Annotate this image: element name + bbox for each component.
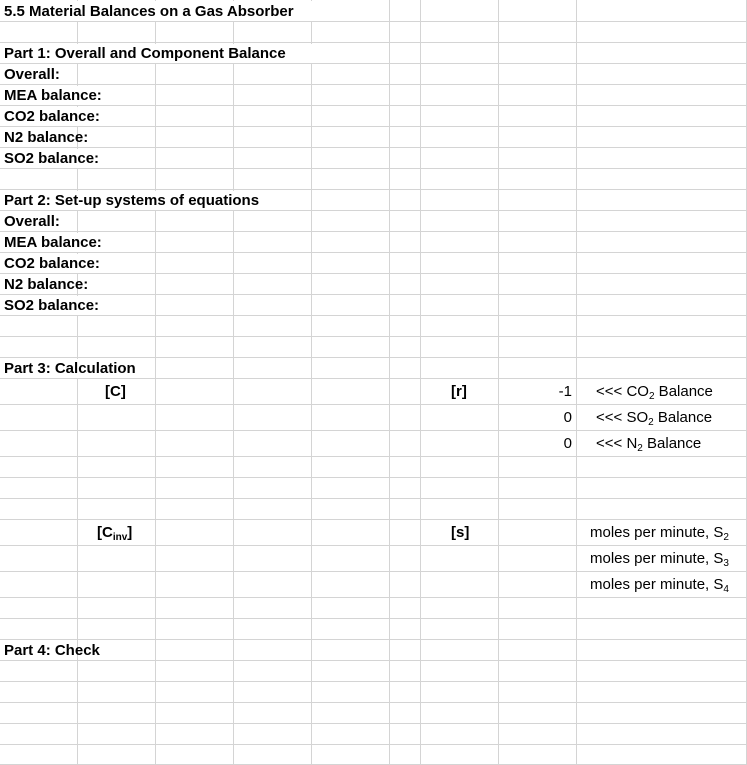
grid-row (0, 337, 747, 358)
s-note-4 (590, 576, 729, 595)
matrix-c-label[interactable]: [C] (105, 383, 126, 400)
part3-heading[interactable]: Part 3: Calculation (4, 360, 136, 377)
s-note-4-prefix: moles per minute, S (590, 576, 724, 593)
part1-mea-label[interactable]: MEA balance: (4, 87, 102, 104)
r-note-co2-suffix: Balance (654, 383, 713, 400)
r-note-so2-prefix: <<< SO (596, 409, 649, 426)
r-note-n2 (596, 435, 702, 454)
s-note-2-sub: 2 (723, 532, 729, 543)
part2-mea-label[interactable]: MEA balance: (4, 234, 102, 251)
grid-row (0, 478, 747, 499)
part2-overall-label[interactable]: Overall: (4, 213, 60, 230)
r-note-so2-sub: 2 (648, 417, 654, 428)
grid-row (0, 661, 747, 682)
s-note-2-prefix: moles per minute, S (590, 524, 724, 541)
s-note-4-sub: 4 (723, 584, 729, 595)
grid-row (0, 127, 747, 148)
page-title[interactable]: 5.5 Material Balances on a Gas Absorber (4, 3, 294, 20)
s-note-2 (590, 524, 729, 543)
r-note-co2-sub: 2 (648, 391, 655, 402)
grid-row (0, 169, 747, 190)
grid-row (0, 640, 747, 661)
part1-overall-label[interactable]: Overall: (4, 66, 60, 83)
r-note-n2-suffix: Balance (642, 435, 702, 452)
cinv-prefix: [C (97, 524, 113, 541)
r-note-n2-sub: 2 (637, 443, 643, 454)
r-note-co2-prefix: <<< CO (596, 383, 649, 400)
part1-so2-label[interactable]: SO2 balance: (4, 150, 100, 167)
grid-row (0, 499, 747, 520)
grid-column-line (311, 0, 312, 765)
vector-r-label[interactable]: [r] (451, 383, 467, 400)
part2-so2-label[interactable]: SO2 balance: (4, 297, 100, 314)
part4-heading[interactable]: Part 4: Check (4, 642, 100, 659)
grid-row (0, 211, 747, 232)
cinv-suffix: ] (127, 524, 133, 541)
part1-co2-label[interactable]: CO2 balance: (4, 108, 100, 125)
grid-column-line (155, 0, 156, 765)
grid-row (0, 703, 747, 724)
grid-column-line (233, 0, 234, 765)
r-value-n2[interactable]: 0 (563, 435, 572, 452)
r-value-so2[interactable]: 0 (563, 409, 572, 426)
r-note-co2 (596, 383, 713, 402)
r-note-so2-suffix: Balance (653, 409, 713, 426)
grid-row (0, 598, 747, 619)
part2-n2-label[interactable]: N2 balance: (4, 276, 89, 293)
matrix-cinv-label[interactable] (97, 524, 133, 543)
grid-column-line (389, 0, 390, 765)
grid-row (0, 682, 747, 703)
grid-row (0, 64, 747, 85)
grid-row (0, 316, 747, 337)
part2-co2-label[interactable]: CO2 balance: (4, 255, 100, 272)
cinv-sub: inv (112, 532, 128, 543)
grid-row (0, 619, 747, 640)
s-note-3-prefix: moles per minute, S (590, 550, 724, 567)
grid-row (0, 745, 747, 765)
r-note-n2-prefix: <<< N (596, 435, 638, 452)
part2-heading[interactable]: Part 2: Set-up systems of equations (4, 192, 260, 209)
grid-row (0, 22, 747, 43)
grid-row (0, 457, 747, 478)
part1-n2-label[interactable]: N2 balance: (4, 129, 89, 146)
s-note-3-sub: 3 (723, 558, 729, 569)
r-note-so2 (596, 409, 713, 428)
r-value-co2[interactable]: -1 (558, 383, 572, 400)
grid-row (0, 274, 747, 295)
grid-column-line (498, 0, 499, 765)
grid-row (0, 724, 747, 745)
grid-column-line (420, 0, 421, 765)
s-note-3 (590, 550, 729, 569)
part1-heading[interactable]: Part 1: Overall and Component Balance (4, 45, 286, 62)
vector-s-label[interactable]: [s] (451, 524, 470, 541)
